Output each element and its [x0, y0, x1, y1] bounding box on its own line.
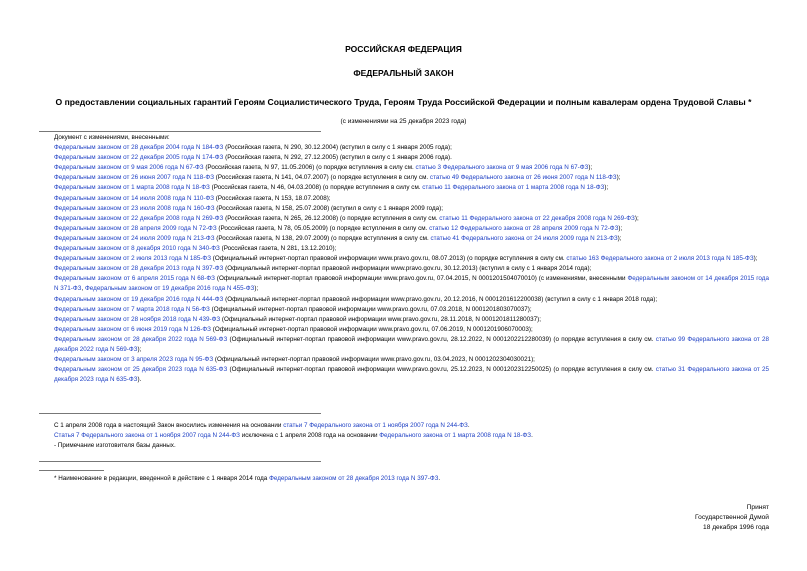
amendment-source-text: (Российская газета, N 292, 27.12.2005) (вступил в силу с 1 января 2006 года).	[223, 154, 452, 162]
amendment-source-text: (Российская газета, N 265, 26.12.2008) (о порядке вступления в силу см.	[223, 214, 440, 222]
amendment-source-text: (Официальный интернет-портал правовой информации www.pravo.gov.ru, 07.06.2019, N 0001201906070003);	[210, 325, 533, 333]
amendment-item	[39, 295, 769, 305]
amendment-item	[39, 365, 769, 385]
amendment-law-link[interactable]: Федеральным законом от 19 декабря 2016 года N 444-ФЗ	[54, 295, 224, 303]
amendment-source-text: (Официальный интернет-портал правовой информации www.pravo.gov.ru, 07.04.2015, N 0001201504070010) (с изменениями, внесенными	[214, 275, 628, 283]
doc-type-heading: ФЕДЕРАЛЬНЫЙ ЗАКОН	[353, 68, 454, 78]
amendment-source-text: (Российская газета, N 141, 04.07.2007) (о порядке вступления в силу см.	[214, 174, 430, 182]
amendment-law-link[interactable]: Федеральным законом от 28 декабря 2013 года N 397-ФЗ	[54, 265, 224, 273]
amendment-source-text: (Российская газета, N 46, 04.03.2008) (о порядке вступления в силу см.	[209, 184, 423, 192]
amendment-source-text: (Официальный интернет-портал правовой информации www.pravo.gov.ru, 20.12.2016, N 0001201612200038) (вступил в силу с 1 января 2018 года);	[223, 295, 658, 303]
note-3: - Примечание изготовителя базы данных.	[54, 442, 176, 450]
amendment-end: );	[618, 224, 623, 232]
amendment-end: );	[254, 285, 259, 293]
changes-divider	[39, 413, 321, 414]
amendment-law-link[interactable]: Федеральным законом от 22 декабря 2008 года N 269-ФЗ	[54, 214, 224, 222]
amendment-law-link[interactable]: Федеральным законом от 1 марта 2008 года N 18-ФЗ	[54, 184, 210, 192]
amendment-item	[39, 274, 769, 294]
amendment-law-link[interactable]: Федеральным законом от 24 июля 2009 года N 213-ФЗ	[54, 234, 215, 242]
note-1-link[interactable]: статьи 7 Федерального закона от 1 ноября 2007 года N 244-ФЗ	[283, 422, 468, 429]
amendment-law-link[interactable]: Федеральным законом от 8 декабря 2010 года N 340-ФЗ	[54, 245, 220, 253]
changes-block	[39, 133, 769, 385]
amendment-item	[39, 325, 769, 335]
amendment-source-text: (Официальный интернет-портал правовой информации www.pravo.gov.ru, 07.03.2018, N 0001201803070037);	[209, 305, 532, 313]
amendment-item	[39, 305, 769, 315]
amendment-article-link[interactable]: статью 163 Федерального закона от 2 июля 2013 года N 185-ФЗ	[566, 255, 754, 263]
adoption-block	[695, 503, 769, 534]
law-title: О предоставлении социальных гарантий Героям Социалистического Труда, Героям Труда Российской Федерации и полным кавалерам ордена Трудовой Славы *	[55, 97, 752, 107]
country-heading: РОССИЙСКАЯ ФЕДЕРАЦИЯ	[345, 44, 462, 54]
note-2-link[interactable]: Статья 7 Федерального закона от 1 ноября 2007 года N 244-ФЗ	[54, 432, 240, 440]
amendment-article-link[interactable]: статью 11 Федерального закона от 1 марта 2008 года N 18-ФЗ	[422, 184, 605, 192]
amendment-end: );	[753, 255, 758, 263]
amendment-law-link[interactable]: Федеральным законом от 7 марта 2018 года N 56-ФЗ	[54, 305, 210, 313]
amendment-source-text: (Официальный интернет-портал правовой информации www.pravo.gov.ru, 30.12.2013) (вступил в силу с 1 января 2014 года);	[223, 265, 592, 273]
amendment-law-link[interactable]: Федеральным законом от 22 декабря 2005 года N 174-ФЗ	[54, 154, 224, 162]
amendment-item	[39, 183, 769, 193]
adopted-by: Государственной Думой	[695, 514, 769, 522]
note-2-text: исключена с 1 апреля 2008 года на основании	[239, 432, 380, 440]
note-1-text: С 1 апреля 2008 года в настоящий Закон вносились изменения на основании	[54, 422, 284, 429]
footnote-divider	[39, 470, 104, 471]
amendment-source-text: (Официальный интернет-портал правовой информации www.pravo.gov.ru, 28.12.2022, N 0001202212280039) (о порядке вступления в силу см.	[227, 335, 656, 343]
changes-intro: Документ с изменениями, внесенными:	[54, 134, 170, 141]
amendment-source-text: (Официальный интернет-портал правовой информации www.pravo.gov.ru, 08.07.2013) (о порядке вступления в силу см.	[211, 255, 567, 263]
amendment-law-link[interactable]: Федеральным законом от 9 мая 2006 года N 67-ФЗ	[54, 164, 204, 172]
amendment-law-link[interactable]: Федеральным законом от 23 июля 2008 года N 160-ФЗ	[54, 204, 215, 212]
amendment-item	[39, 254, 769, 264]
amendment-item	[39, 224, 769, 234]
amendment-source-text: (Российская газета, N 153, 18.07.2008);	[214, 194, 331, 202]
revision-note: (с изменениями на 25 декабря 2023 года)	[340, 118, 467, 125]
footnote-block	[39, 474, 769, 484]
amendment-end: );	[617, 234, 622, 242]
amendment-item	[39, 244, 769, 254]
amendment-item	[39, 204, 769, 214]
amendment-item	[39, 143, 769, 153]
amendment-item	[39, 315, 769, 325]
footnote-link[interactable]: Федеральным законом от 28 декабря 2013 года N 397-ФЗ	[269, 475, 439, 482]
note-2	[39, 431, 769, 441]
amendment-law-link[interactable]: Федеральным законом от 6 апреля 2015 года N 68-ФЗ	[54, 275, 215, 283]
amendment-source-text: (Официальный интернет-портал правовой информации www.pravo.gov.ru, 28.11.2018, N 0001201811280037);	[220, 315, 542, 323]
amendment-law-link[interactable]: Федеральным законом от 28 ноября 2018 года N 439-ФЗ	[54, 315, 221, 323]
top-divider	[39, 131, 321, 132]
amendment-separator: ,	[81, 285, 85, 293]
amendment-article-link[interactable]: статью 49 Федерального закона от 26 июня 2007 года N 118-ФЗ	[429, 174, 617, 182]
amendment-item	[39, 163, 769, 173]
amendment-article-link[interactable]: статью 99 Федерального закона от 28 декабря 2022 года N 569-ФЗ	[54, 335, 769, 353]
adopted-date: 18 декабря 1996 года	[703, 524, 769, 532]
amendment-item	[39, 173, 769, 183]
amendment-source-text: (Российская газета, N 97, 11.05.2006) (о порядке вступления в силу см.	[203, 164, 416, 172]
amendment-article-link[interactable]: Федеральным законом от 14 декабря 2015 года N 371-ФЗ	[54, 275, 769, 293]
amendment-end: );	[634, 214, 639, 222]
footnote-text: * Наименование в редакции, введенной в действие с 1 января 2014 года	[54, 475, 270, 482]
amendment-article-link[interactable]: статью 31 Федерального закона от 25 декабря 2023 года N 635-ФЗ	[54, 366, 769, 384]
notes-block	[39, 421, 769, 451]
amendment-law-link[interactable]: Федеральным законом от 28 декабря 2004 года N 184-ФЗ	[54, 144, 224, 152]
adopted-label: Принят	[746, 504, 769, 511]
amendment-law-link[interactable]: Федеральным законом от 25 декабря 2023 года N 635-ФЗ	[54, 366, 228, 374]
amendment-item	[39, 264, 769, 274]
amendment-item	[39, 214, 769, 224]
amendment-item	[39, 153, 769, 163]
changes-list	[39, 143, 769, 385]
amendment-law-link[interactable]: Федеральным законом от 3 апреля 2023 года N 95-ФЗ	[54, 356, 214, 364]
note-1	[39, 421, 769, 431]
amendment-end: );	[616, 174, 621, 182]
amendment-source-text: (Российская газета, N 290, 30.12.2004) (вступил в силу с 1 января 2005 года);	[223, 144, 452, 152]
amendment-end: );	[604, 184, 609, 192]
amendment-article-link[interactable]: статью 12 Федерального закона от 28 апреля 2009 года N 72-ФЗ	[429, 224, 619, 232]
amendment-source-text: (Российская газета, N 158, 25.07.2008) (вступил в силу с 1 января 2009 года);	[214, 204, 444, 212]
amendment-law-link[interactable]: Федеральным законом от 28 декабря 2022 года N 569-ФЗ	[54, 335, 228, 343]
amendment-end: ).	[137, 376, 142, 384]
amendment-end: );	[588, 164, 593, 172]
amendment-law-link[interactable]: Федеральным законом от 26 июня 2007 года N 118-ФЗ	[54, 174, 214, 182]
amendment-item	[39, 194, 769, 204]
amendment-source-text: (Официальный интернет-портал правовой информации www.pravo.gov.ru, 25.12.2023, N 0001202312250025) (о порядке вступления в силу см.	[227, 366, 656, 374]
amendment-item	[39, 335, 769, 355]
amendment-end: );	[137, 345, 142, 353]
amendment-source-text: (Официальный интернет-портал правовой информации www.pravo.gov.ru, 03.04.2023, N 0001202304030021);	[213, 356, 535, 364]
amendment-article-link[interactable]: статью 3 Федерального закона от 9 мая 2006 года N 67-ФЗ	[415, 164, 589, 172]
amendment-source-text: (Российская газета, N 78, 05.05.2009) (о порядке вступления в силу см.	[216, 224, 430, 232]
note-2-end: .	[531, 432, 533, 440]
amendment-extra-link[interactable]: Федеральным законом от 19 декабря 2016 года N 455-ФЗ	[85, 285, 255, 293]
amendment-source-text: (Российская газета, N 138, 29.07.2009) (о порядке вступления в силу см.	[214, 234, 431, 242]
amendment-item	[39, 234, 769, 244]
amendment-item	[39, 355, 769, 365]
amendment-source-text: (Российская газета, N 281, 13.12.2010);	[219, 245, 337, 253]
note-1-end: .	[467, 422, 470, 429]
amendment-law-link[interactable]: Федеральным законом от 28 апреля 2009 года N 72-ФЗ	[54, 224, 217, 232]
amendment-article-link[interactable]: статью 11 Федерального закона от 22 декабря 2008 года N 269-ФЗ	[439, 214, 635, 222]
notes-divider	[39, 461, 321, 462]
amendment-law-link[interactable]: Федеральным законом от 14 июля 2008 года N 110-ФЗ	[54, 194, 215, 202]
amendment-law-link[interactable]: Федеральным законом от 2 июля 2013 года N 185-ФЗ	[54, 255, 212, 263]
note-2-link-2[interactable]: Федерального закона от 1 марта 2008 года N 18-ФЗ	[379, 432, 532, 440]
footnote	[39, 474, 769, 484]
footnote-end: .	[438, 475, 441, 482]
amendment-article-link[interactable]: статью 41 Федерального закона от 24 июля 2009 года N 213-ФЗ	[430, 234, 618, 242]
amendment-law-link[interactable]: Федеральным законом от 6 июня 2019 года N 126-ФЗ	[54, 325, 211, 333]
